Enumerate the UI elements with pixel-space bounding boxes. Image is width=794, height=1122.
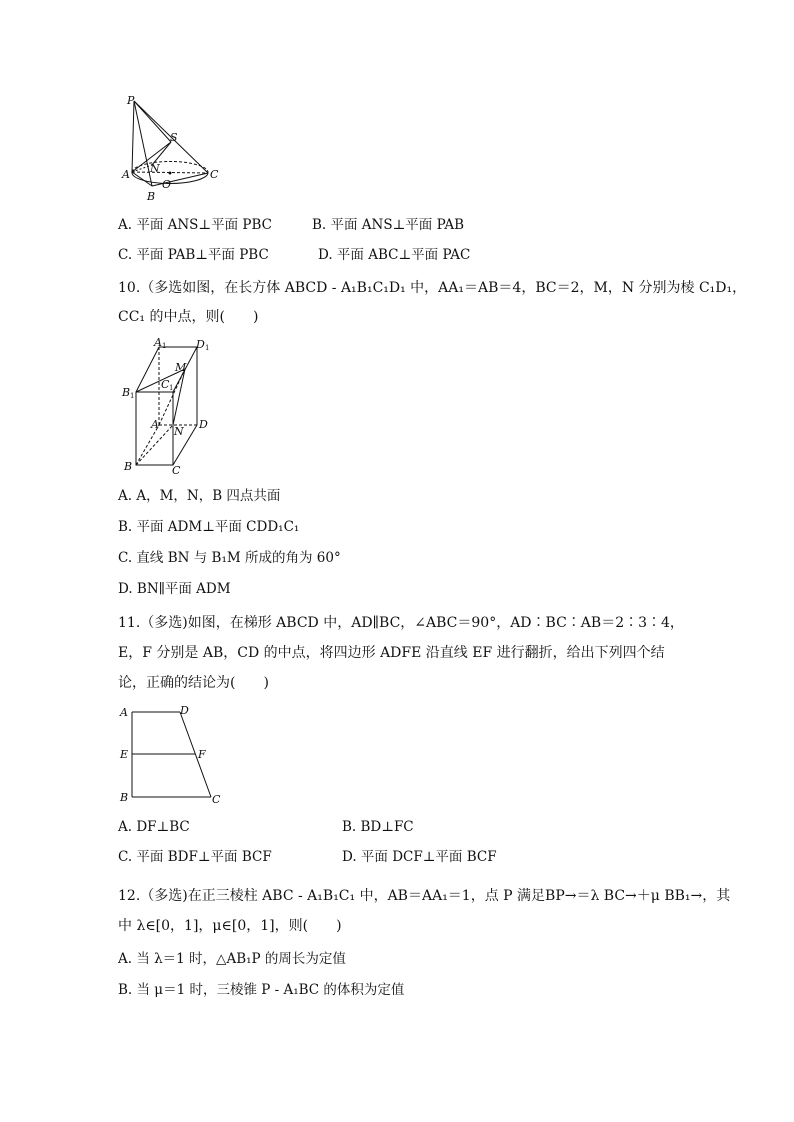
q9-option-a: A. 平面 ANS⊥平面 PBC xyxy=(118,217,273,233)
svg-text:1: 1 xyxy=(162,342,167,350)
label-N: N xyxy=(174,425,184,438)
svg-text:1: 1 xyxy=(205,344,210,352)
label-D1: D xyxy=(196,338,205,351)
label-B: B xyxy=(147,190,156,203)
label-F: F xyxy=(198,748,206,761)
q11-option-a: A. DF⊥BC xyxy=(118,819,190,835)
label-C: C xyxy=(172,464,181,476)
label-C: C xyxy=(210,168,219,181)
q10-option-c: C. 直线 BN 与 B₁M 所成的角为 60° xyxy=(118,550,341,566)
q12-option-a: A. 当 λ＝1 时，△AB₁P 的周长为定值 xyxy=(118,951,346,967)
cone-figure xyxy=(118,92,228,204)
label-S: S xyxy=(170,131,178,144)
label-B: B xyxy=(120,791,129,804)
label-A: A xyxy=(120,706,128,719)
label-A: A xyxy=(151,418,159,431)
q11-option-d: D. 平面 DCF⊥平面 BCF xyxy=(342,849,497,865)
label-E: E xyxy=(120,748,129,761)
trapezoid-figure xyxy=(118,700,230,808)
q10-option-a: A. A，M，N，B 四点共面 xyxy=(118,488,281,504)
q11-option-c: C. 平面 BDF⊥平面 BCF xyxy=(118,849,272,865)
label-C: C xyxy=(212,793,221,806)
label-A: A xyxy=(122,168,130,181)
q10-option-d: D. BN∥平面 ADM xyxy=(118,581,231,597)
q11-stem-line3: 论，正确的结论为( ) xyxy=(118,675,269,691)
label-N: N xyxy=(150,162,160,175)
q9-option-c: C. 平面 PAB⊥平面 PBC xyxy=(118,247,269,263)
q10-stem-line2: CC₁ 的中点，则( ) xyxy=(118,309,259,325)
label-C1: C xyxy=(161,378,170,391)
label-O: O xyxy=(162,178,172,191)
q10-stem-line1: 10.（多选如图，在长方体 ABCD - A₁B₁C₁D₁ 中，AA₁＝AB＝4，BC＝2，M，N 分别为棱 C₁D₁， xyxy=(118,280,747,296)
q11-stem-line2: E，F 分别是 AB，CD 的中点，将四边形 ADFE 沿直线 EF 进行翻折，给出下列四个结 xyxy=(118,645,665,661)
q12-option-b: B. 当 μ＝1 时，三棱锥 P - A₁BC 的体积为定值 xyxy=(118,982,405,998)
svg-text:1: 1 xyxy=(169,384,174,392)
cuboid-figure xyxy=(118,334,218,476)
label-D: D xyxy=(180,704,189,717)
q9-option-b: B. 平面 ANS⊥平面 PAB xyxy=(312,217,465,233)
q9-option-d: D. 平面 ABC⊥平面 PAC xyxy=(318,247,471,263)
label-A1: A xyxy=(154,336,162,349)
label-B: B xyxy=(124,460,133,473)
svg-text:1: 1 xyxy=(130,392,135,400)
q12-stem-line1: 12.（多选)在正三棱柱 ABC - A₁B₁C₁ 中，AB＝AA₁＝1，点 P 满足BP→＝λ BC→＋μ BB₁→，其 xyxy=(118,888,731,904)
q10-option-b: B. 平面 ADM⊥平面 CDD₁C₁ xyxy=(118,519,300,535)
q11-stem-line1: 11.（多选)如图，在梯形 ABCD 中，AD∥BC，∠ABC＝90°，AD∶BC∶AB＝2∶3∶4， xyxy=(118,615,684,631)
label-B1: B xyxy=(122,386,131,399)
label-P: P xyxy=(127,94,135,107)
label-D: D xyxy=(199,418,208,431)
q11-option-b: B. BD⊥FC xyxy=(342,819,414,835)
label-M: M xyxy=(175,361,187,374)
q12-stem-line2: 中 λ∈[0，1]，μ∈[0，1]，则( ) xyxy=(118,918,342,934)
